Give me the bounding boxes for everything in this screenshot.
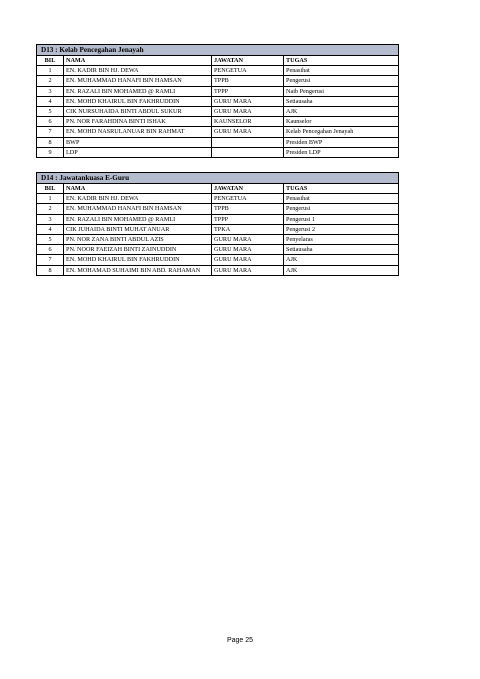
cell-bil: 8: [37, 137, 64, 147]
cell-bil: 9: [37, 147, 64, 157]
cell-jawatan: GURU MARA: [212, 265, 284, 275]
cell-jawatan: TPPP: [212, 214, 284, 224]
committee-table: [36, 55, 399, 158]
cell-tugas: Setiausaha: [284, 245, 399, 255]
column-header-tugas: TUGAS: [284, 56, 399, 66]
section-title: D13 : Kelab Pencegahan Jenayah: [36, 44, 399, 55]
table-row: [37, 76, 399, 86]
cell-tugas: Penyelaras: [284, 235, 399, 245]
cell-nama: EN. MUHAMMAD HANAFI BIN HAMSAN: [64, 76, 212, 86]
cell-bil: 8: [37, 265, 64, 275]
cell-bil: 7: [37, 127, 64, 137]
cell-nama: CIK NURSUHAIDA BINTI ABDUL SUKUR: [64, 107, 212, 117]
table-row: [37, 235, 399, 245]
cell-bil: 1: [37, 66, 64, 76]
cell-nama: EN. MOHAMAD SUHAIMI BIN ABD. RAHAMAN: [64, 265, 212, 275]
table-row: [37, 86, 399, 96]
cell-nama: EN. KADIR BIN HJ. DEWA: [64, 66, 212, 76]
cell-bil: 4: [37, 96, 64, 106]
cell-tugas: Penasihat: [284, 66, 399, 76]
table-row: [37, 137, 399, 147]
cell-nama: EN. MUHAMMAD HANAFI BIN HAMSAN: [64, 204, 212, 214]
cell-jawatan: GURU MARA: [212, 235, 284, 245]
cell-bil: 3: [37, 214, 64, 224]
table-row: [37, 194, 399, 204]
cell-jawatan: TPKA: [212, 224, 284, 234]
cell-bil: 3: [37, 86, 64, 96]
table-row: [37, 255, 399, 265]
column-header-bil: BIL: [37, 56, 64, 66]
table-row: [37, 117, 399, 127]
cell-tugas: AJK: [284, 265, 399, 275]
table-row: [37, 224, 399, 234]
committee-table: [36, 183, 399, 276]
cell-bil: 6: [37, 117, 64, 127]
cell-jawatan: TPPP: [212, 86, 284, 96]
table-row: [37, 147, 399, 157]
cell-jawatan: GURU MARA: [212, 96, 284, 106]
cell-bil: 2: [37, 204, 64, 214]
cell-tugas: Presiden BWP: [284, 137, 399, 147]
cell-bil: 1: [37, 194, 64, 204]
table-header-row: [37, 184, 399, 194]
cell-tugas: Pengerusi 1: [284, 214, 399, 224]
column-header-tugas: TUGAS: [284, 184, 399, 194]
cell-tugas: Setiausaha: [284, 96, 399, 106]
cell-nama: PN. NOR FARAHDINA BINTI ISHAK: [64, 117, 212, 127]
section-title: D14 : Jawatankuasa E-Guru: [36, 172, 399, 183]
section-d13: [36, 44, 399, 158]
table-row: [37, 96, 399, 106]
cell-bil: 6: [37, 245, 64, 255]
table-header-row: [37, 56, 399, 66]
cell-tugas: Pengerusi: [284, 76, 399, 86]
column-header-nama: NAMA: [64, 56, 212, 66]
cell-tugas: Kelab Pencegahan Jenayah: [284, 127, 399, 137]
cell-jawatan: TPPB: [212, 204, 284, 214]
cell-tugas: AJK: [284, 255, 399, 265]
cell-nama: BWP: [64, 137, 212, 147]
table-row: [37, 66, 399, 76]
cell-jawatan: TPPB: [212, 76, 284, 86]
cell-jawatan: GURU MARA: [212, 245, 284, 255]
page-number: Page 25: [226, 637, 254, 644]
cell-tugas: AJK: [284, 107, 399, 117]
cell-bil: 4: [37, 224, 64, 234]
cell-nama: EN. MOHD KHAIRUL BIN FAKHRUDDIN: [64, 96, 212, 106]
cell-jawatan: GURU MARA: [212, 255, 284, 265]
cell-jawatan: KAUNSELOR: [212, 117, 284, 127]
cell-tugas: Kaunselor: [284, 117, 399, 127]
cell-bil: 5: [37, 107, 64, 117]
table-row: [37, 265, 399, 275]
section-d14: [36, 172, 399, 276]
cell-nama: EN. RAZALI BIN MOHAMED @ RAMLI: [64, 86, 212, 96]
cell-bil: 5: [37, 235, 64, 245]
table-row: [37, 214, 399, 224]
column-header-jawatan: JAWATAN: [212, 56, 284, 66]
cell-nama: EN. MOHD NASRULANUAR BIN RAHMAT: [64, 127, 212, 137]
cell-jawatan: GURU MARA: [212, 107, 284, 117]
cell-bil: 2: [37, 76, 64, 86]
cell-nama: EN. RAZALI BIN MOHAMED @ RAMLI: [64, 214, 212, 224]
cell-nama: CIK JUHAIDA BINTI MUHAT ANUAR: [64, 224, 212, 234]
cell-tugas: Naib Pengerusi: [284, 86, 399, 96]
table-row: [37, 127, 399, 137]
cell-nama: PN. NOR ZANA BINTI ABDUL AZIS: [64, 235, 212, 245]
cell-jawatan: GURU MARA: [212, 127, 284, 137]
cell-nama: EN. KADIR BIN HJ. DEWA: [64, 194, 212, 204]
cell-tugas: Penasihat: [284, 194, 399, 204]
cell-jawatan: [212, 147, 284, 157]
cell-jawatan: PENGETUA: [212, 194, 284, 204]
table-row: [37, 204, 399, 214]
cell-nama: EN. MOHD KHAIRUL BIN FAKHRUDDIN: [64, 255, 212, 265]
cell-tugas: Pengerusi: [284, 204, 399, 214]
cell-tugas: Pengerusi 2: [284, 224, 399, 234]
cell-bil: 7: [37, 255, 64, 265]
column-header-bil: BIL: [37, 184, 64, 194]
table-row: [37, 245, 399, 255]
column-header-nama: NAMA: [64, 184, 212, 194]
cell-jawatan: PENGETUA: [212, 66, 284, 76]
cell-jawatan: [212, 137, 284, 147]
column-header-jawatan: JAWATAN: [212, 184, 284, 194]
cell-tugas: Presiden LDP: [284, 147, 399, 157]
table-row: [37, 107, 399, 117]
cell-nama: LDP: [64, 147, 212, 157]
cell-nama: PN. NOOR FAEIZAH BINTI ZAINUDDIN: [64, 245, 212, 255]
